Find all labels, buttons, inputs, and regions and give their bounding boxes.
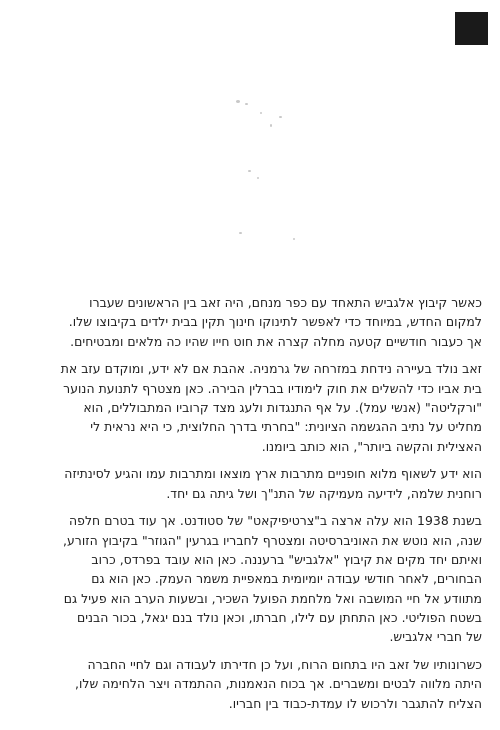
text-line: בשטח הפוליטי. כאן התחתן עם לילו, חברתו, וכאן נולד בנם יגאל, בכור הבנים [76, 609, 482, 625]
text-line: בשנת 1938 הוא עלה ארצה ב"צרטיפיקאט" של סטודנט. אך עוד בטרם חלפה [69, 513, 482, 529]
scan-speck [293, 238, 295, 240]
scan-speck [257, 177, 259, 179]
text-line: הוא ידע לשאוף מלוא חופניים מתרבות ארץ מוצאו ומתרבות עמו והגיע לסינתיזה [64, 466, 482, 482]
scan-speck [270, 124, 272, 127]
page-corner-mark [455, 12, 488, 45]
text-line: האצילית והקשה ביותר", הוא כותב ביומנו. [261, 438, 482, 454]
paragraph-3 [12, 464, 482, 503]
paragraph-4 [12, 511, 482, 646]
scan-speck [239, 232, 242, 234]
text-line: זאב נולד בעיירה נידחת במזרחה של גרמניה. אהבת אם לא ידע, ומוקדם עזב את [60, 361, 482, 377]
text-line: היתה מלווה לבטים ומשברים. אך בכוח הנאמנות, ההתמדה ויצר הלחימה שלו, [74, 676, 482, 692]
text-line: כשרונותיו של זאב היו בתחום הרוח, ועל כן חדירתו לעבודה וגם לחיי החברה [87, 657, 482, 673]
text-line: בית אביו כדי להשלים את חוק לימודיו בברלין הבירה. כאן מצטרף לתנועת הנוער [63, 380, 482, 396]
text-line: למקום החדש, במיוחד כדי לאפשר לתינוקו חינוך תקין בבית ילדים בקיבוצו שלו. [68, 314, 482, 330]
text-line: כאשר קיבוץ אלגביש התאחד עם כפר מנחם, היה זאב בין הראשונים שעברו [89, 295, 482, 310]
biography-text [12, 293, 482, 721]
text-line: "ורקליטה" (אנשי עמל). על אף התנגדות ולעג מצד קרוביו המתבוללים, הוא [83, 399, 482, 415]
text-line: רוחנית שלמה, לידיעה מעמיקה של התנ"ך ושל גיתה גם יחד. [166, 485, 482, 501]
scan-speck [245, 103, 248, 105]
scan-speck [279, 116, 282, 118]
paragraph-5 [12, 655, 482, 713]
scan-speck [236, 100, 240, 103]
text-line: הצליח להתגבר ולרכוש לו עמדת-כבוד בין חבריו. [228, 695, 482, 711]
text-line: ואיתם יחד מקים את קיבוץ "אלגביש" ברעננה. כאן הוא עובד בפרדס, כרוב [91, 552, 482, 568]
text-line: שנה, הוא נוטש את האוניברסיטה ומצטרף לחבריו בגרעין "הגוזר" בקיבוץ הזורע, [63, 532, 482, 548]
text-line: הבחורים, לאחר חודשי עבודה יומיומית במאפיית משמר העמק. כאן הוא גם [91, 571, 482, 587]
paragraph-2 [12, 359, 482, 455]
scan-speck [260, 112, 262, 114]
paragraph-1 [12, 293, 482, 351]
text-line: מתוודע אל חיי המושבה ואל מלחמת הפועל השכיר, ובשעות הערב הוא פעיל גם [63, 590, 482, 606]
text-line: של חברי אלגביש. [389, 629, 482, 645]
text-line: מחליט על נתיב ההגשמה הציונית: "בחרתי בדרך החלוצית, כי היא נראית לי [90, 419, 482, 435]
scan-speck [248, 170, 251, 172]
text-line: אך כעבור חודשיים קטעה מחלה קצרה את חוט חייו שהיו כה מלאים ומבטיחים. [70, 333, 482, 349]
